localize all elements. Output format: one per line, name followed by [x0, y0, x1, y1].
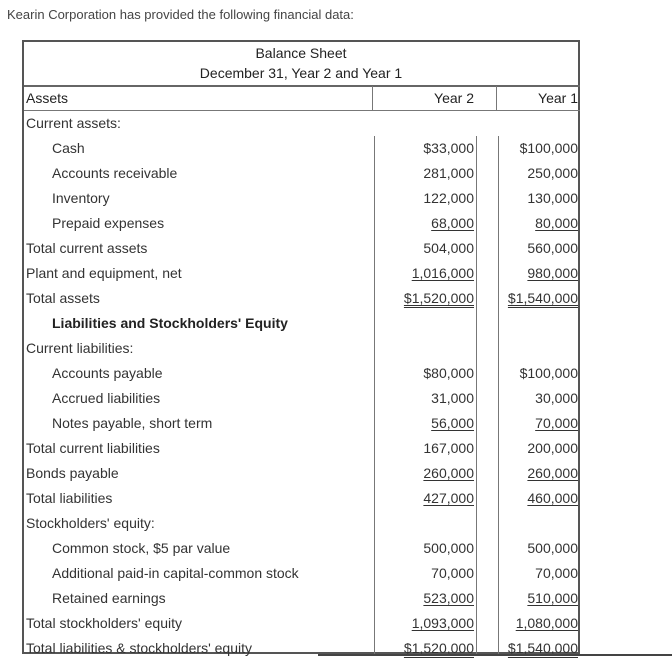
year2-value: $33,000: [423, 140, 474, 156]
year2-value: 31,000: [431, 390, 474, 406]
table-row: [24, 236, 578, 261]
table-row: [24, 136, 578, 161]
year2-value: $1,520,000: [403, 640, 474, 656]
table-row: [24, 511, 578, 536]
intro-text: Kearin Corporation has provided the following financial data:: [7, 7, 354, 22]
year2-value: 122,000: [423, 190, 474, 206]
row-label: Cash: [52, 140, 85, 156]
table-row: [24, 611, 578, 636]
year1-header: Year 1: [538, 90, 578, 106]
row-label: Stockholders' equity:: [26, 515, 155, 531]
table-row: [24, 286, 578, 311]
row-label: Total current liabilities: [26, 440, 160, 456]
year2-value: 500,000: [423, 540, 474, 556]
table-row: [24, 586, 578, 611]
table-row: [24, 436, 578, 461]
table-row: [24, 486, 578, 511]
year1-value: 200,000: [527, 440, 578, 456]
header-col-divider: [372, 86, 373, 111]
table-row: [24, 561, 578, 586]
year2-value: 167,000: [423, 440, 474, 456]
row-label: Total assets: [26, 290, 100, 306]
year1-value: $100,000: [519, 140, 578, 156]
year2-value: 68,000: [431, 215, 474, 231]
year2-left-divider: [374, 136, 375, 654]
row-label: Plant and equipment, net: [26, 265, 182, 281]
sheet-subtitle: December 31, Year 2 and Year 1: [199, 65, 403, 81]
table-row: [24, 361, 578, 386]
assets-header: Assets: [26, 90, 69, 106]
year1-value: 510,000: [527, 590, 578, 606]
table-row: [24, 411, 578, 436]
year2-value: 56,000: [431, 415, 474, 431]
row-label: Total current assets: [26, 240, 148, 256]
row-label: Total liabilities & stockholders' equity: [26, 640, 253, 656]
row-label: Common stock, $5 par value: [52, 540, 231, 556]
sheet-title: Balance Sheet: [255, 45, 347, 61]
table-row: [24, 161, 578, 186]
year2-value: 260,000: [423, 465, 474, 481]
row-label: Retained earnings: [52, 590, 166, 606]
year1-value: 70,000: [535, 415, 578, 431]
year2-value: $1,520,000: [403, 290, 474, 306]
table-row: [24, 261, 578, 286]
liabilities-equity-heading: Liabilities and Stockholders' Equity: [52, 315, 288, 331]
year2-value: 504,000: [423, 240, 474, 256]
year1-value: 460,000: [527, 490, 578, 506]
row-label: Additional paid-in capital-common stock: [52, 565, 299, 581]
row-label: Total liabilities: [26, 490, 113, 506]
balance-sheet-table: [22, 40, 580, 654]
year2-value: 523,000: [423, 590, 474, 606]
year2-value: $80,000: [423, 365, 474, 381]
year1-value: 30,000: [535, 390, 578, 406]
header-bottom-divider: [24, 110, 580, 111]
year2-value: 1,093,000: [411, 615, 474, 631]
table-row: [24, 536, 578, 561]
bottom-rule: [318, 654, 672, 656]
table-row: [24, 186, 578, 211]
year2-value: 281,000: [423, 165, 474, 181]
year1-value: 250,000: [527, 165, 578, 181]
table-row: [24, 111, 578, 136]
table-row: [24, 636, 578, 661]
year1-value: 980,000: [527, 265, 578, 281]
year1-value: $100,000: [519, 365, 578, 381]
row-label: Total stockholders' equity: [26, 615, 182, 631]
table-row: [24, 211, 578, 236]
table-row: [24, 461, 578, 486]
year1-value: 260,000: [527, 465, 578, 481]
header-row: [24, 86, 578, 111]
year1-value: 500,000: [527, 540, 578, 556]
row-label: Bonds payable: [26, 465, 119, 481]
row-label: Accounts payable: [52, 365, 163, 381]
year1-value: $1,540,000: [507, 290, 578, 306]
year1-left-divider: [498, 136, 499, 654]
row-label: Prepaid expenses: [52, 215, 165, 231]
row-label: Accounts receivable: [52, 165, 178, 181]
table-row: [24, 336, 578, 361]
year1-value: 130,000: [527, 190, 578, 206]
year2-value: 70,000: [431, 565, 474, 581]
year1-value: $1,540,000: [507, 640, 578, 656]
year2-value: 1,016,000: [411, 265, 474, 281]
row-label: Notes payable, short term: [52, 415, 213, 431]
year1-value: 1,080,000: [515, 615, 578, 631]
year1-value: 560,000: [527, 240, 578, 256]
row-label: Current assets:: [26, 115, 121, 131]
row-label: Current liabilities:: [26, 340, 134, 356]
row-label: Inventory: [52, 190, 110, 206]
section-heading-row: [24, 311, 578, 336]
year2-right-divider: [476, 136, 477, 654]
header-col-divider: [496, 86, 497, 111]
year1-value: 80,000: [535, 215, 578, 231]
table-row: [24, 386, 578, 411]
year1-value: 70,000: [535, 565, 578, 581]
row-label: Accrued liabilities: [52, 390, 161, 406]
year2-value: 427,000: [423, 490, 474, 506]
year2-header: Year 2: [434, 90, 474, 106]
